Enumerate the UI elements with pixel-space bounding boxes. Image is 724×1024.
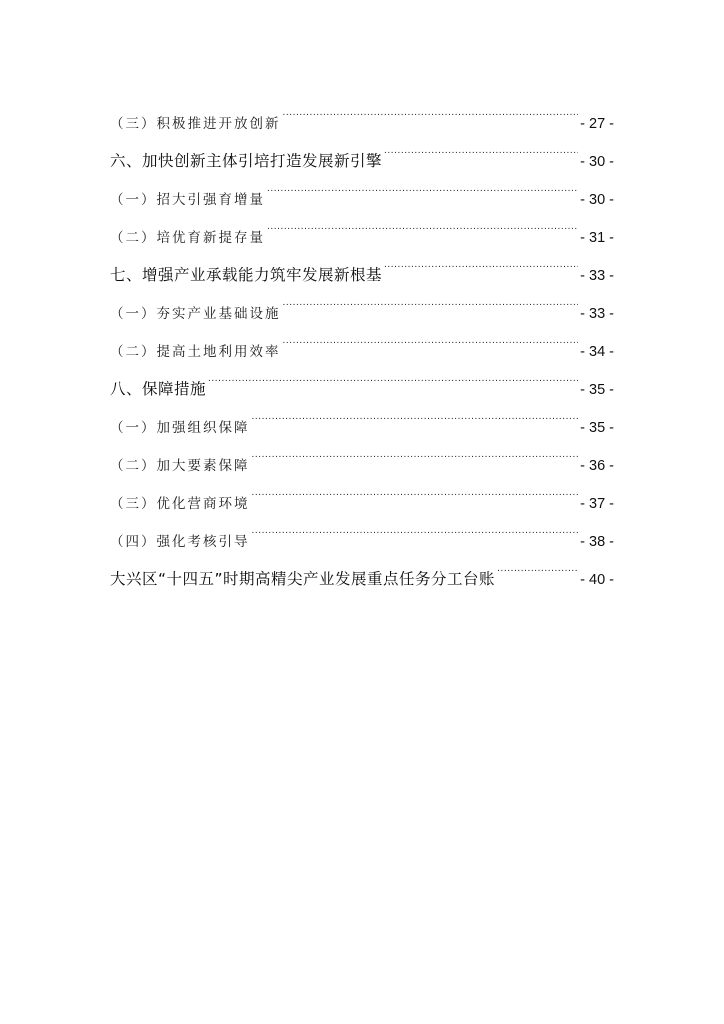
toc-page-number: - 30 -	[580, 154, 614, 170]
toc-page-number: - 30 -	[580, 192, 614, 208]
toc-entry-title: （二）培优育新提存量	[110, 230, 265, 246]
toc-entry-title: （三）积极推进开放创新	[110, 116, 281, 132]
toc-page-number: - 33 -	[580, 306, 614, 322]
toc-entry-title: （三）优化营商环境	[110, 496, 250, 512]
toc-dot-leader	[384, 242, 578, 280]
toc-entry-title: 七、增强产业承载能力筑牢发展新根基	[110, 266, 383, 284]
toc-page-number: - 35 -	[580, 382, 614, 398]
toc-entry-open-innovation[interactable]	[110, 90, 614, 132]
toc-entry-title: （一）招大引强育增量	[110, 192, 265, 208]
toc-dot-leader	[252, 508, 579, 546]
toc-dot-leader	[283, 318, 579, 356]
toc-page-number: - 35 -	[580, 420, 614, 436]
toc-dot-leader	[208, 356, 578, 394]
toc-page-number: - 40 -	[580, 572, 614, 588]
toc-entry-title: （一）夯实产业基础设施	[110, 306, 281, 322]
toc-entry-title: 六、加快创新主体引培打造发展新引擎	[110, 152, 383, 170]
toc-dot-leader	[497, 546, 578, 584]
toc-entry-title: （二）加大要素保障	[110, 458, 250, 474]
toc-page-number: - 38 -	[580, 534, 614, 550]
toc-dot-leader	[283, 280, 579, 318]
toc-page-number: - 31 -	[580, 230, 614, 246]
table-of-contents	[110, 90, 614, 588]
toc-dot-leader	[283, 90, 579, 128]
toc-entry-title: （二）提高土地利用效率	[110, 344, 281, 360]
toc-page-number: - 33 -	[580, 268, 614, 284]
toc-dot-leader	[384, 128, 578, 166]
toc-dot-leader	[267, 166, 578, 204]
toc-dot-leader	[252, 432, 579, 470]
toc-entry-title: （四）强化考核引导	[110, 534, 250, 550]
toc-page-number: - 37 -	[580, 496, 614, 512]
toc-page-number: - 27 -	[580, 116, 614, 132]
toc-page-number: - 36 -	[580, 458, 614, 474]
toc-dot-leader	[252, 470, 579, 508]
toc-entry-title: 大兴区“十四五”时期高精尖产业发展重点任务分工台账	[110, 570, 496, 588]
toc-entry-title: （一）加强组织保障	[110, 420, 250, 436]
toc-dot-leader	[252, 394, 579, 432]
toc-entry-title: 八、保障措施	[110, 380, 207, 398]
toc-dot-leader	[267, 204, 578, 242]
toc-page-number: - 34 -	[580, 344, 614, 360]
